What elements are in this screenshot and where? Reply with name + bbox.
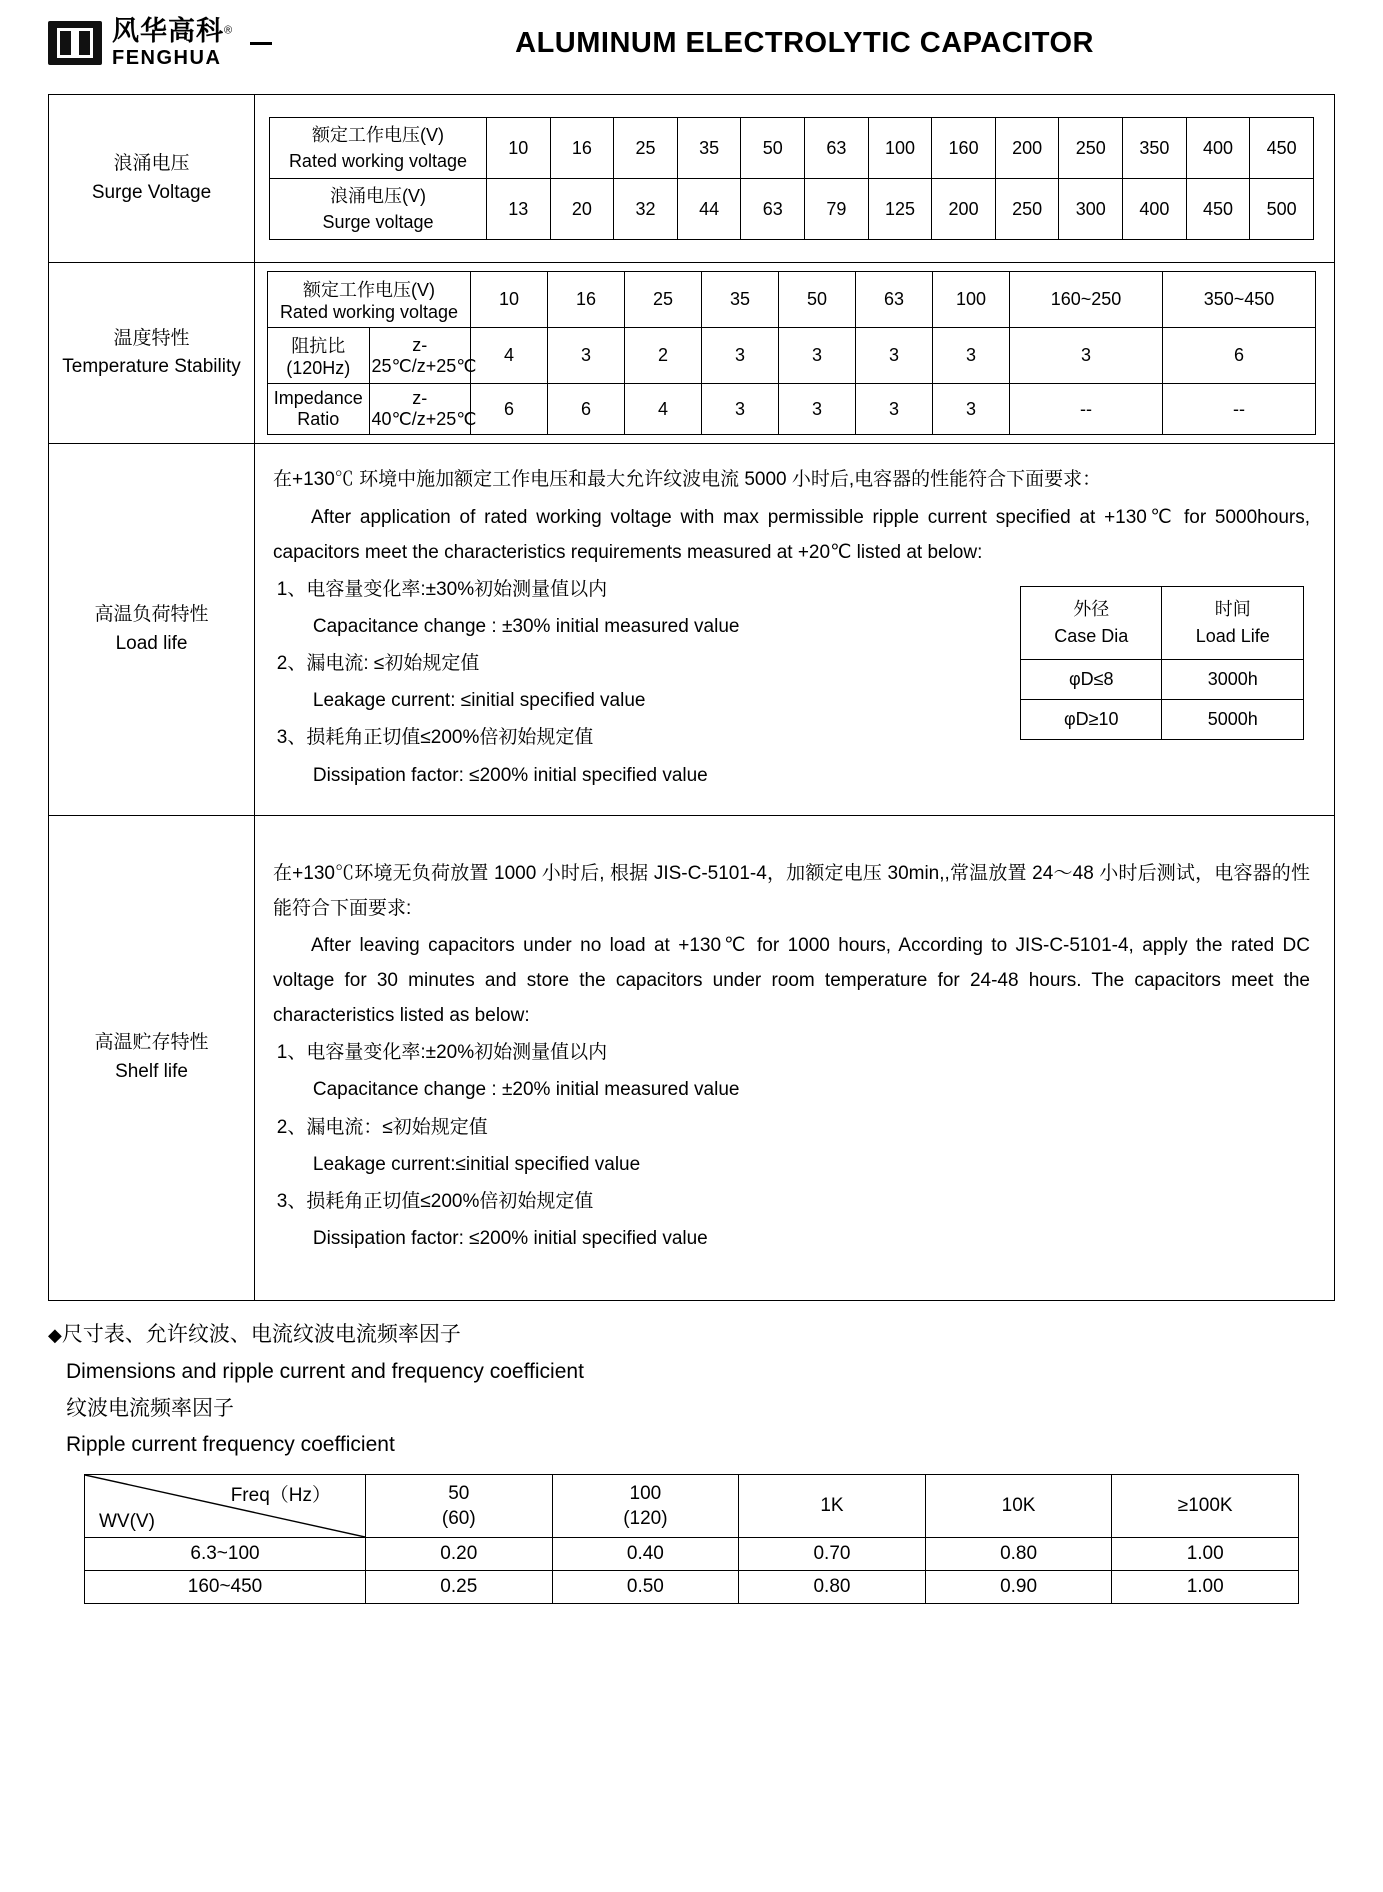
cell-temp-row2-7: -- <box>1010 384 1163 435</box>
cell-temp-voltage-3: 35 <box>702 272 779 328</box>
cell-rated-10: 350 <box>1123 118 1187 179</box>
shelf-life-item-1-en: Capacitance change : ±20% initial measured value <box>312 1079 740 1101</box>
cell-temp-voltage-6: 100 <box>933 272 1010 328</box>
ripple-row-1-wv: 160~450 <box>85 1571 366 1604</box>
cell-temp-voltage-2: 25 <box>625 272 702 328</box>
ripple-row-0-value-2: 0.70 <box>739 1538 926 1571</box>
section-heading-line-2-en: Ripple current frequency coefficient <box>66 1433 395 1457</box>
shelf-life-item-2-cn: 2、漏电流：≤初始规定值 <box>276 1116 488 1138</box>
cell-temp-voltage-4: 50 <box>779 272 856 328</box>
load-life-item-3-en: Dissipation factor: ≤200% initial specified value <box>312 764 708 786</box>
page-title: ALUMINUM ELECTROLYTIC CAPACITOR <box>515 26 1094 59</box>
fenghua-logo-icon <box>48 21 102 65</box>
ripple-col-header-1 <box>552 1475 739 1538</box>
cell-surge-voltage-content <box>255 95 1335 263</box>
rowhead-surge-voltage-en: Surge Voltage <box>91 181 212 203</box>
cell-surge-8: 250 <box>995 179 1059 240</box>
cell-load-life-content <box>255 444 1335 815</box>
case-dia-value-0: φD≤8 <box>1021 659 1162 699</box>
cell-rated-11: 400 <box>1186 118 1250 179</box>
row-surge-voltage <box>49 95 1335 263</box>
rowhead-surge-voltage-cn: 浪涌电压 <box>113 153 190 175</box>
cell-temp-row1-2: 2 <box>625 328 702 384</box>
case-dia-load-life-table-wrap <box>1020 586 1304 740</box>
ripple-col-header-0 <box>366 1475 553 1538</box>
cell-surge-11: 450 <box>1186 179 1250 240</box>
cell-temp-row1-8: 6 <box>1163 328 1316 384</box>
shelf-life-item-1-cn: 1、电容量变化率:±20%初始测量值以内 <box>276 1042 608 1064</box>
dimensions-section-heading <box>48 1317 1383 1464</box>
cell-temp-row2-3: 3 <box>702 384 779 435</box>
ripple-current-frequency-coefficient-table <box>84 1474 1299 1604</box>
case-dia-header <box>1021 586 1162 659</box>
cell-surge-3: 44 <box>677 179 741 240</box>
cell-temp-voltage-0: 10 <box>471 272 548 328</box>
label-rated-working-voltage-en: Rated working voltage <box>288 151 468 172</box>
shelf-life-item-3-en: Dissipation factor: ≤200% initial specified value <box>312 1228 708 1250</box>
ripple-col-header-0-top: 50 <box>448 1482 470 1504</box>
cell-surge-0: 13 <box>487 179 551 240</box>
load-life-item-1-en: Capacitance change : ±30% initial measured value <box>312 615 740 637</box>
registered-mark-icon: ® <box>224 24 233 37</box>
label-temp-rated-voltage <box>268 272 471 328</box>
cell-rated-7: 160 <box>932 118 996 179</box>
load-life-header-en: Load Life <box>1195 625 1270 646</box>
header-divider <box>250 42 272 45</box>
rowhead-shelf-life-en: Shelf life <box>115 1060 188 1082</box>
table-row <box>85 1538 1299 1571</box>
section-heading-line-2-cn: 纹波电流频率因子 <box>66 1396 234 1420</box>
case-dia-value-1: φD≥10 <box>1021 699 1162 739</box>
cell-surge-5: 79 <box>805 179 869 240</box>
shelf-life-paragraph-en: After leaving capacitors under no load at +130℃ for 1000 hours, According to JIS-C-5101-4, apply the rated DC voltage for 30 minutes and store the capacitors under room temperature for 24-48 hours. The capacitors meet the characteristics listed as below: <box>273 934 1310 1027</box>
load-life-item-2-cn: 2、漏电流: ≤初始规定值 <box>276 653 480 675</box>
cell-temp-row2-5: 3 <box>856 384 933 435</box>
rowhead-load-life <box>49 444 255 815</box>
ripple-col-header-1-bottom: (120) <box>623 1508 668 1530</box>
cell-temp-voltage-5: 63 <box>856 272 933 328</box>
ripple-row-1-value-0: 0.25 <box>366 1571 553 1604</box>
load-life-items <box>273 572 1000 795</box>
cell-rated-2: 25 <box>614 118 678 179</box>
load-life-value-1: 5000h <box>1162 699 1304 739</box>
table-row <box>268 328 1316 384</box>
ripple-row-1-value-2: 0.80 <box>739 1571 926 1604</box>
section-heading-line-1 <box>48 1317 1383 1354</box>
ripple-row-1-value-4: 1.00 <box>1112 1571 1299 1604</box>
cell-rated-1: 16 <box>550 118 614 179</box>
cell-temperature-stability-content <box>255 263 1335 444</box>
load-life-paragraph-en: After application of rated working voltage with max permissible ripple current specified at +130℃ for 5000hours, capacitors meet the characteristics requirements measured at +20℃ listed at below: <box>273 506 1310 563</box>
rowhead-load-life-en: Load life <box>115 632 188 654</box>
rowhead-temperature-stability-en: Temperature Stability <box>62 356 241 378</box>
cell-temp-row2-2: 4 <box>625 384 702 435</box>
label-impedance-cond-2: z-40℃/z+25℃ <box>369 384 471 435</box>
cell-temp-row1-5: 3 <box>856 328 933 384</box>
ripple-col-header-4: ≥100K <box>1112 1475 1299 1538</box>
section-heading-line-1-cn: 尺寸表、允许纹波、电流纹波电流频率因子 <box>61 1323 461 1347</box>
cell-temp-row1-3: 3 <box>702 328 779 384</box>
cell-temp-row1-6: 3 <box>933 328 1010 384</box>
cell-temp-row1-4: 3 <box>779 328 856 384</box>
case-dia-header-en: Case Dia <box>1054 625 1129 646</box>
load-life-item-2-en: Leakage current: ≤initial specified value <box>312 690 646 712</box>
label-impedance-cond-1: z-25℃/z+25℃ <box>369 328 471 384</box>
table-row <box>85 1571 1299 1604</box>
table-row <box>268 384 1316 435</box>
rowhead-shelf-life <box>49 815 255 1301</box>
cell-temp-row2-8: -- <box>1163 384 1316 435</box>
cell-temp-voltage-8: 350~450 <box>1163 272 1316 328</box>
load-life-item-3-cn: 3、损耗角正切值≤200%倍初始规定值 <box>276 727 594 749</box>
ripple-corner-header <box>85 1475 366 1538</box>
ripple-row-1-value-3: 0.90 <box>925 1571 1112 1604</box>
load-life-header-cn: 时间 <box>1214 598 1251 619</box>
label-surge-voltage <box>270 179 487 240</box>
label-temp-rated-voltage-en: Rated working voltage <box>279 302 459 323</box>
label-impedance-ratio-cn: 阻抗比(120Hz) <box>268 328 370 384</box>
brand-name-cn-wrap <box>112 18 232 45</box>
ripple-corner-wv-label: WV(V) <box>99 1511 155 1533</box>
row-temperature-stability <box>49 263 1335 444</box>
cell-surge-10: 400 <box>1123 179 1187 240</box>
ripple-row-0-value-3: 0.80 <box>925 1538 1112 1571</box>
table-row <box>270 179 1314 240</box>
cell-surge-2: 32 <box>614 179 678 240</box>
page-header <box>0 0 1383 72</box>
diamond-bullet-icon: ◆ <box>48 1325 62 1346</box>
cell-temp-row1-0: 4 <box>471 328 548 384</box>
brand-name-en: FENGHUA <box>112 47 222 69</box>
load-life-header <box>1162 586 1304 659</box>
cell-temp-row2-4: 3 <box>779 384 856 435</box>
brand-logo <box>48 18 232 68</box>
cell-surge-1: 20 <box>550 179 614 240</box>
cell-surge-7: 200 <box>932 179 996 240</box>
cell-rated-4: 50 <box>741 118 805 179</box>
label-impedance-ratio-en: Impedance Ratio <box>268 384 370 435</box>
cell-temp-row1-7: 3 <box>1010 328 1163 384</box>
ripple-row-1-value-1: 0.50 <box>552 1571 739 1604</box>
cell-rated-0: 10 <box>487 118 551 179</box>
ripple-col-header-1-top: 100 <box>629 1482 662 1504</box>
cell-rated-6: 100 <box>868 118 932 179</box>
table-row <box>1021 586 1304 659</box>
cell-rated-8: 200 <box>995 118 1059 179</box>
ripple-col-header-3: 10K <box>925 1475 1112 1538</box>
ripple-row-0-wv: 6.3~100 <box>85 1538 366 1571</box>
table-row <box>1021 659 1304 699</box>
cell-shelf-life-content <box>255 815 1335 1301</box>
cell-rated-3: 35 <box>677 118 741 179</box>
ripple-row-0-value-1: 0.40 <box>552 1538 739 1571</box>
label-surge-voltage-en: Surge voltage <box>322 212 434 233</box>
cell-temp-row1-1: 3 <box>548 328 625 384</box>
rowhead-load-life-cn: 高温负荷特性 <box>94 604 209 625</box>
ripple-row-0-value-4: 1.00 <box>1112 1538 1299 1571</box>
cell-temp-voltage-7: 160~250 <box>1010 272 1163 328</box>
cell-rated-12: 450 <box>1250 118 1314 179</box>
load-life-value-0: 3000h <box>1162 659 1304 699</box>
case-dia-load-life-table <box>1020 586 1304 740</box>
rowhead-temperature-stability-cn: 温度特性 <box>113 327 190 349</box>
brand-text <box>112 18 232 68</box>
brand-name-cn: 风华高科 <box>112 16 224 47</box>
label-temp-rated-voltage-cn: 额定工作电压(V) <box>303 280 435 301</box>
ripple-col-header-0-bottom: (60) <box>441 1508 476 1530</box>
ripple-row-0-value-0: 0.20 <box>366 1538 553 1571</box>
table-row <box>1021 699 1304 739</box>
cell-temp-row2-1: 6 <box>548 384 625 435</box>
surge-voltage-table <box>269 117 1314 240</box>
specifications-table <box>48 94 1335 1301</box>
section-heading-line-1-en: Dimensions and ripple current and frequency coefficient <box>66 1359 584 1383</box>
label-surge-voltage-cn: 浪涌电压(V) <box>330 186 426 207</box>
temperature-stability-table <box>267 271 1316 435</box>
label-rated-working-voltage-cn: 额定工作电压(V) <box>312 125 444 145</box>
rowhead-surge-voltage <box>49 95 255 263</box>
rowhead-temperature-stability <box>49 263 255 444</box>
cell-surge-9: 300 <box>1059 179 1123 240</box>
table-row <box>268 272 1316 328</box>
cell-temp-row2-0: 6 <box>471 384 548 435</box>
shelf-life-paragraph-cn: 在+130℃环境无负荷放置 1000 小时后, 根据 JIS-C-5101-4，加额定电压 30min,,常温放置 24～48 小时后测试，电容器的性能符合下面要求: <box>273 862 1310 919</box>
ripple-col-header-2: 1K <box>739 1475 926 1538</box>
case-dia-header-cn: 外径 <box>1073 598 1110 619</box>
cell-temp-row2-6: 3 <box>933 384 1010 435</box>
ripple-corner-freq-label: Freq（Hz） <box>230 1485 331 1507</box>
table-row <box>270 118 1314 179</box>
load-life-paragraph-cn: 在+130℃ 环境中施加额定工作电压和最大允许纹波电流 5000 小时后,电容器的性能符合下面要求： <box>273 469 1102 491</box>
load-life-item-1-cn: 1、电容量变化率:±30%初始测量值以内 <box>276 578 608 600</box>
cell-temp-voltage-1: 16 <box>548 272 625 328</box>
shelf-life-item-2-en: Leakage current:≤initial specified value <box>312 1153 641 1175</box>
cell-rated-5: 63 <box>805 118 869 179</box>
cell-surge-4: 63 <box>741 179 805 240</box>
row-shelf-life <box>49 815 1335 1301</box>
cell-surge-12: 500 <box>1250 179 1314 240</box>
label-rated-working-voltage <box>270 118 487 179</box>
rowhead-shelf-life-cn: 高温贮存特性 <box>94 1032 209 1054</box>
cell-surge-6: 125 <box>868 179 932 240</box>
shelf-life-item-3-cn: 3、损耗角正切值≤200%倍初始规定值 <box>276 1190 594 1212</box>
row-load-life <box>49 444 1335 815</box>
table-header-row <box>85 1475 1299 1538</box>
cell-rated-9: 250 <box>1059 118 1123 179</box>
